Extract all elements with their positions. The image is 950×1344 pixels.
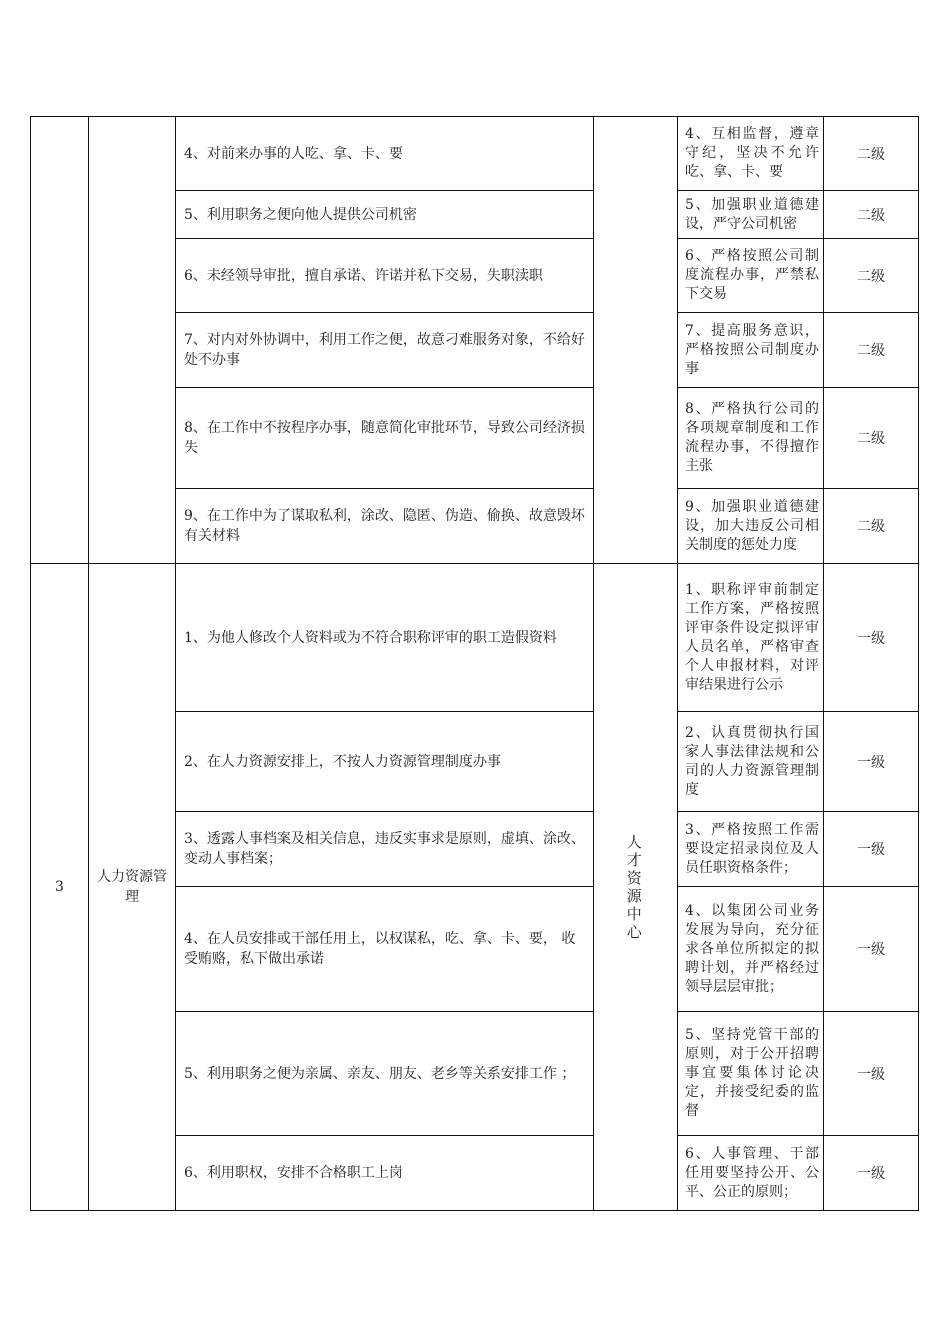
measure-cell: 5、加强职业道德建设，严守公司机密 [678, 191, 824, 239]
risk-level-cell: 一级 [824, 1136, 919, 1211]
risk-level-cell: 一级 [824, 564, 919, 712]
measure-cell: 8、严格执行公司的各项规章制度和工作流程办事，不得擅作主张 [678, 388, 824, 489]
risk-point-cell: 1、为他人修改个人资料或为不符合职称评审的职工造假资料 [176, 564, 594, 712]
risk-level-cell: 二级 [824, 117, 919, 191]
measure-cell: 4、互相监督，遵章守纪，坚决不允许吃、拿、卡、要 [678, 117, 824, 191]
risk-level-cell: 一级 [824, 812, 919, 887]
risk-point-cell: 9、在工作中为了谋取私利，涂改、隐匿、伪造、偷换、故意毁坏有关材料 [176, 489, 594, 564]
measure-cell: 7、提高服务意识，严格按照公司制度办事 [678, 313, 824, 388]
project-cell [89, 117, 176, 564]
measure-cell: 4、以集团公司业务发展为导向，充分征求各单位所拟定的拟聘计划，并严格经过领导层层审批； [678, 887, 824, 1012]
risk-point-cell: 3、透露人事档案及相关信息，违反实事求是原则，虚填、涂改、变动人事档案； [176, 812, 594, 887]
measure-cell: 6、人事管理、干部任用要坚持公开、公平、公正的原则； [678, 1136, 824, 1211]
table-row [31, 564, 919, 712]
risk-point-cell: 4、在人员安排或干部任用上，以权谋私，吃、拿、卡、要， 收受贿赂，私下做出承诺 [176, 887, 594, 1012]
risk-level-cell: 一级 [824, 712, 919, 812]
risk-level-cell: 二级 [824, 191, 919, 239]
risk-level-cell: 二级 [824, 489, 919, 564]
risk-point-cell: 8、在工作中不按程序办事，随意简化审批环节，导致公司经济损失 [176, 388, 594, 489]
risk-level-cell: 一级 [824, 1012, 919, 1136]
project-cell: 人力资源管理 [89, 564, 176, 1211]
measure-cell: 3、严格按照工作需要设定招录岗位及人员任职资格条件； [678, 812, 824, 887]
risk-point-cell: 4、对前来办事的人吃、拿、卡、要 [176, 117, 594, 191]
risk-level-cell: 二级 [824, 313, 919, 388]
table-row [31, 117, 919, 191]
risk-point-cell: 5、利用职务之便为亲属、亲友、朋友、老乡等关系安排工作 ； [176, 1012, 594, 1136]
risk-control-table [30, 116, 919, 1211]
measure-cell: 6、严格按照公司制度流程办事，严禁私下交易 [678, 239, 824, 313]
risk-point-cell: 6、未经领导审批，擅自承诺、许诺并私下交易，失职渎职 [176, 239, 594, 313]
risk-level-cell: 二级 [824, 239, 919, 313]
risk-level-cell: 一级 [824, 887, 919, 1012]
risk-point-cell: 7、对内对外协调中，利用工作之便，故意刁难服务对象，不给好处不办事 [176, 313, 594, 388]
measure-cell: 2、认真贯彻执行国家人事法律法规和公司的人力资源管理制度 [678, 712, 824, 812]
risk-point-cell: 5、利用职务之便向他人提供公司机密 [176, 191, 594, 239]
risk-point-cell: 6、利用职权，安排不合格职工上岗 [176, 1136, 594, 1211]
department-label: 人才资源中心 [626, 833, 642, 941]
item-number-cell: 3 [31, 564, 89, 1211]
measure-cell: 1、职称评审前制定工作方案，严格按照评审条件设定拟评审人员名单，严格审查个人申报材料，对评审结果进行公示 [678, 564, 824, 712]
department-cell [594, 117, 678, 564]
risk-level-cell: 二级 [824, 388, 919, 489]
department-cell [594, 564, 675, 1211]
item-number-cell [31, 117, 89, 564]
risk-point-cell: 2、在人力资源安排上，不按人力资源管理制度办事 [176, 712, 594, 812]
measure-cell: 9、加强职业道德建设，加大违反公司相关制度的惩处力度 [678, 489, 824, 564]
measure-cell: 5、坚持党管干部的原则，对于公开招聘事宜要集体讨论决定，并接受纪委的监督 [678, 1012, 824, 1136]
